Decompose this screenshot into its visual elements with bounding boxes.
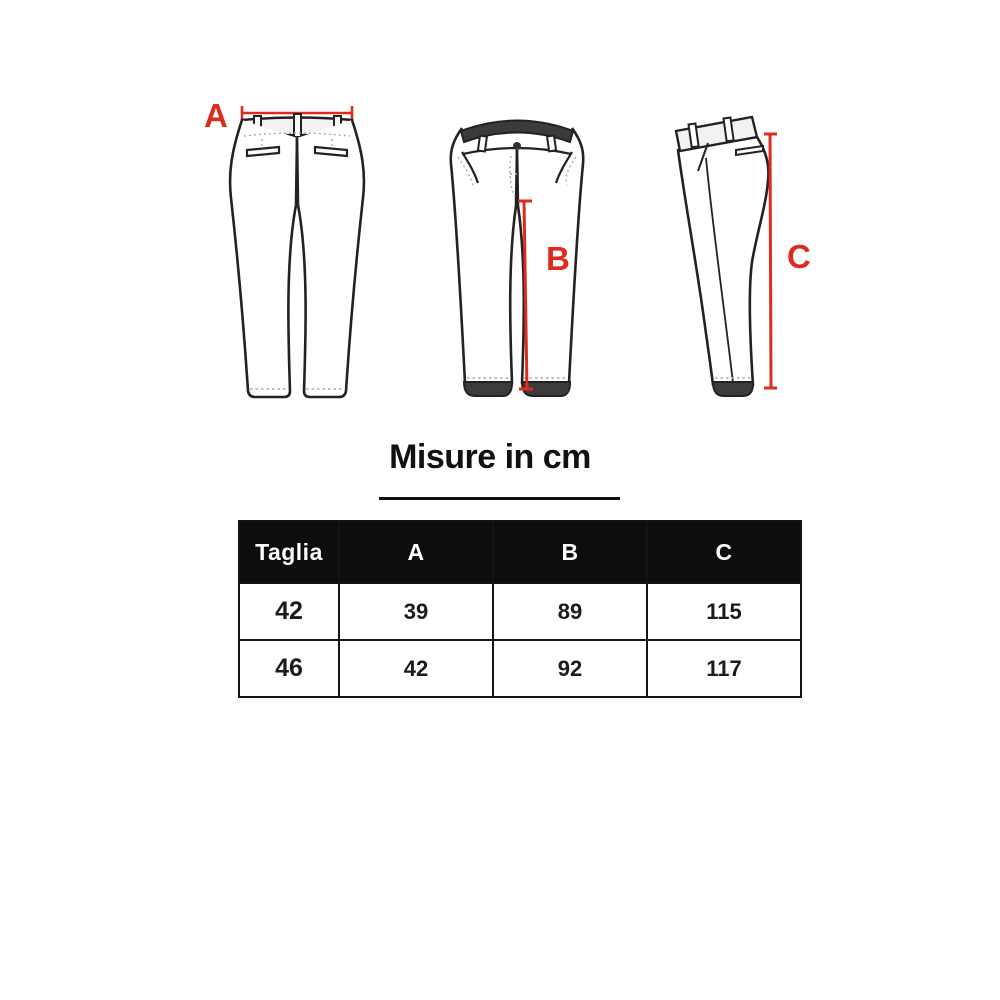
measurement-label-a: A — [204, 97, 228, 134]
button-detail — [513, 142, 521, 150]
table-header-row — [239, 521, 801, 583]
pants-side-view-drawing — [665, 110, 787, 405]
column-header-a: A — [339, 521, 493, 583]
column-header-c: C — [647, 521, 801, 583]
size-value: 46 — [239, 640, 339, 697]
measurements-table — [238, 520, 802, 698]
table-cell: 92 — [493, 640, 647, 697]
pants-back-view-drawing — [195, 95, 375, 410]
pants-front-view-drawing — [440, 105, 615, 405]
table-row-size-42 — [239, 583, 801, 640]
measurement-label-b: B — [546, 240, 570, 277]
table-cell: 115 — [647, 583, 801, 640]
column-header-taglia: Taglia — [239, 521, 339, 583]
column-header-b: B — [493, 521, 647, 583]
table-cell: 39 — [339, 583, 493, 640]
measurement-label-c: C — [787, 238, 811, 275]
table-cell: 117 — [647, 640, 801, 697]
page-title: Misure in cm — [389, 438, 591, 476]
table-cell: 89 — [493, 583, 647, 640]
title-underline — [379, 497, 620, 500]
table-cell: 42 — [339, 640, 493, 697]
table-row-size-46 — [239, 640, 801, 697]
size-value: 42 — [239, 583, 339, 640]
